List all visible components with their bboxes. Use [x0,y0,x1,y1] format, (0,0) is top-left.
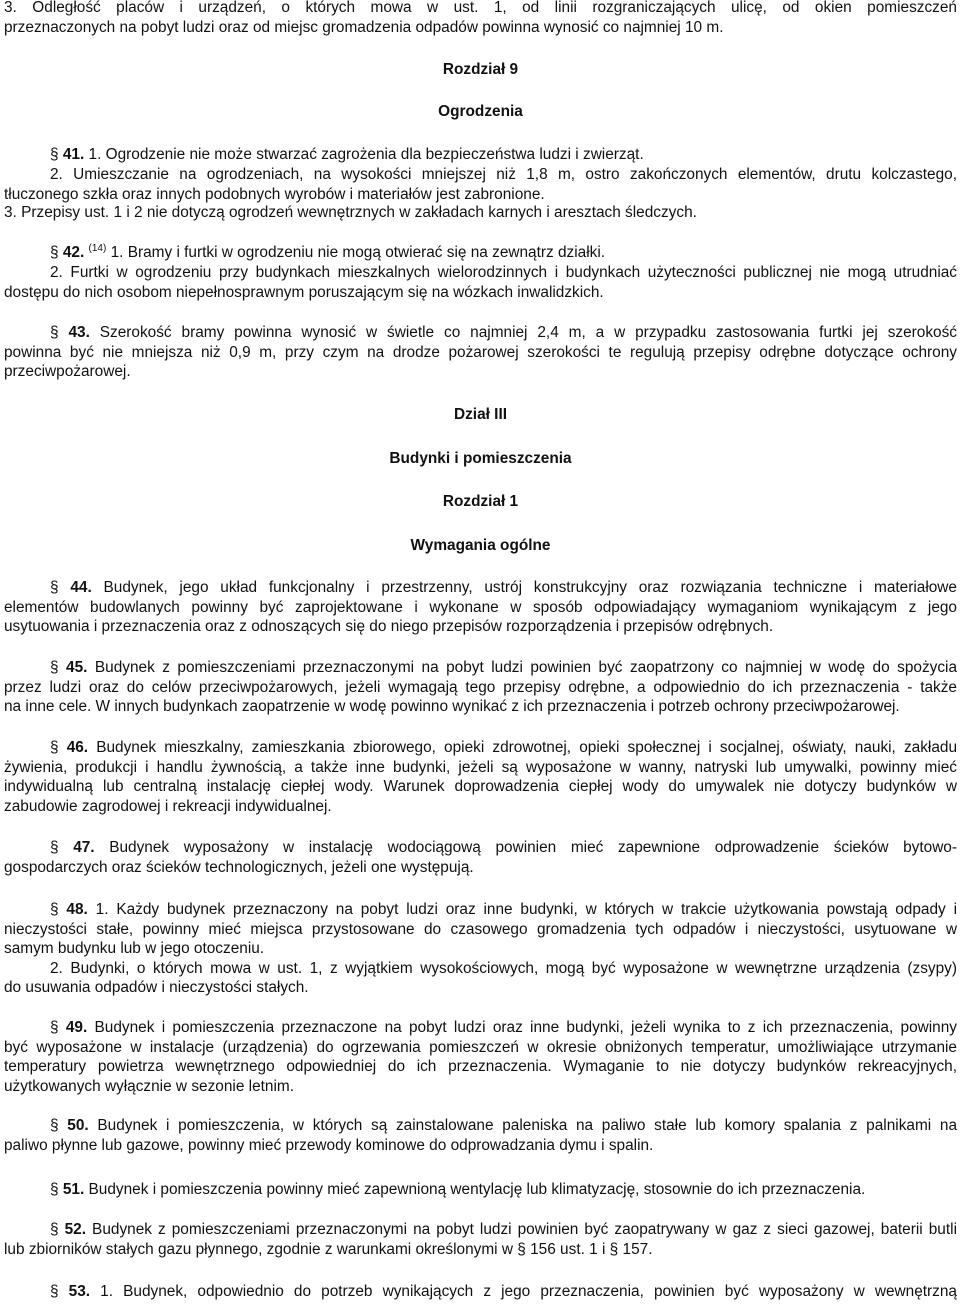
text-line: na inne cele. W innych budynkach zaopatrzenie w wodę powinno wynikać z ich przeznaczenia i potrzeb ochrony przeciwpożarowej. [4,698,900,715]
text-line: paliwo płynne lub gazowe, powinny mieć przewody kominowe do odprowadzania dymu i spalin. [4,1136,654,1154]
text-line [4,738,957,758]
section-sign: § [50,146,59,163]
text-line: dostępu do nich osobom niepełnosprawnym poruszającym się na wózkach inwalidzkich. [4,283,604,301]
section-sign: § [50,324,59,341]
section-sign: § [50,244,59,261]
section-number: 42. [62,244,85,261]
section-sign: § [50,739,59,756]
section-53 [4,1282,957,1302]
section-text: Budynek z pomieszczeniami przeznaczonymi na pobyt ludzi powinien być zaopatrzony co najmniej w wodę do spożycia [87,659,958,676]
section-text: 1. Bramy i furtki w ogrodzeniu nie mogą otwierać się na zewnątrz działki. [106,244,606,261]
text-line [4,243,957,263]
text-line: gospodarczych oraz ścieków technologicznych, jeżeli one występują. [4,858,474,876]
section-45 [4,658,957,717]
text-line: tłuczonego szkła oraz innych podobnych wyrobów i materiałów jest zabronione. [4,185,545,203]
section-sign: § [50,1019,59,1036]
text-line [4,658,957,678]
text-line [4,1282,957,1302]
section-47 [4,838,957,877]
section-number: 49. [65,1019,88,1036]
text-line: powinna być nie mniejsza niż 0,9 m, przy czym na drodze pożarowej szerokości te regulują przepisy odrębne dotyczące ochrony [4,343,957,361]
text-line: być wyposażone w instalacje (urządzenia) do ogrzewania pomieszczeń w okresie obniżonych temperatur, umożliwiające utrzymanie [4,1038,957,1056]
section-number: 41. [62,146,85,163]
section-sign: § [50,901,59,918]
division-heading: Dział III [453,406,508,423]
text-line: przeznaczonych na pobyt ludzi oraz od miejsc gromadzenia odpadów powinna wynosić co najmniej 10 m. [4,18,724,36]
section-48 [4,900,957,998]
chapter-title: Wymagania ogólne [410,537,551,554]
section-number: 51. [62,1181,85,1198]
paragraph-distance [4,0,957,37]
section-49 [4,1018,957,1096]
section-number: 46. [66,739,89,756]
text-line: lub zbiorników stałych gazu płynnego, zgodnie z warunkami określonymi w § 156 ust. 1 i § 157. [4,1240,653,1258]
text-line: zabudowie zagrodowej i rekreacji indywidualnej. [4,797,332,815]
text-line [4,145,957,165]
section-sign: § [50,579,59,596]
section-41-par-2 [4,165,957,204]
section-sign: § [50,1117,59,1134]
text-line: usytuowania i przeznaczenia oraz z odnoszących się do niego przepisów rozporządzenia i przepisów odrębnych. [4,618,774,635]
section-sign: § [50,839,59,856]
text-line [4,1180,957,1200]
text-line: 2. Umieszczanie na ogrodzeniach, na wysokości mniejszej niż 1,8 m, ostro zakończonych elementów, drutu kolczastego, [50,166,957,183]
text-line: indywidualną lub centralną instalację ciepłej wody. Warunek doprowadzenia ciepłej wody do umywalek nie dotyczy budynków w [4,778,957,795]
division-title: Budynki i pomieszczenia [389,450,572,467]
section-number: 50. [67,1117,89,1134]
section-51 [4,1180,957,1200]
section-sign: § [50,659,59,676]
section-sign: § [50,1181,59,1198]
text-line: nieczystości stałe, powinny mieć miejsca przystosowane do czasowego gromadzenia tych odpadów i nieczystości, usytuowane w [4,920,957,938]
text-line: 3. Odległość placów i urządzeń, o których mowa w ust. 1, od linii rozgraniczających ulicę, od okien pomieszczeń [4,0,957,16]
text-line [4,578,957,598]
section-number: 53. [68,1283,91,1300]
section-41 [4,145,957,165]
text-line: 3. Przepisy ust. 1 i 2 nie dotyczą ogrodzeń wewnętrznych w zakładach karnych i aresztach śledczych. [4,204,697,221]
section-42-par-2 [4,263,957,302]
text-line: przez ludzi oraz do celów przeciwpożarowych, jeżeli wymagają tego przepisy odrębne, a odpowiednio do ich przeznaczenia - także [4,678,957,696]
section-text: Budynek wyposażony w instalację wodociągową powinien mieć zapewnione odprowadzenie ścieków bytowo- [94,839,957,856]
footnote-ref: (14) [88,243,107,254]
text-line [4,323,957,343]
text-line: samym budynku lub w jego otoczeniu. [4,940,265,957]
text-line: żywienia, produkcji i handlu żywnością, a także inne budynki, jeżeli są wyposażone w wanny, natryski lub umywalki, powinny mieć [4,758,957,776]
section-number: 52. [64,1221,87,1238]
text-line: 2. Furtki w ogrodzeniu przy budynkach mieszkalnych wielorodzinnych i budynkach użyteczności publicznej nie mogą utrudniać [50,264,957,281]
text-line [4,900,957,920]
text-line [4,838,957,858]
text-line: 2. Budynki, o których mowa w ust. 1, z wyjątkiem wysokościowych, mogą być wyposażone w wewnętrzne urządzenia (zsypy) [50,959,957,977]
text-line: do usuwania odpadów i nieczystości stałych. [4,979,309,996]
section-text: Budynek i pomieszczenia powinny mieć zapewnioną wentylację lub klimatyzację, stosownie do ich przeznaczenia. [84,1181,866,1198]
section-52 [4,1220,957,1259]
section-text: Szerokość bramy powinna wynosić w świetle co najmniej 2,4 m, a w przypadku zastosowania furtki jej szerokość [89,324,958,341]
text-line: elementów budowlanych powinny być zaprojektowane i wykonane w sposób odpowiadający wymaganiom wynikającym z jego [4,598,957,616]
section-sign: § [50,1221,59,1238]
section-41-par-3 [4,203,957,223]
chapter-heading: Rozdział 9 [442,61,519,78]
section-number: 45. [66,659,88,676]
section-number: 48. [66,901,88,918]
text-line [4,1220,957,1240]
section-number: 43. [68,324,90,341]
section-text: Budynek i pomieszczenia, w których są zainstalowane paleniska na paliwo stałe lub komory spalania z palnikami na [88,1117,958,1134]
chapter-title: Ogrodzenia [438,103,523,120]
section-46 [4,738,957,816]
text-line [4,1018,957,1038]
section-44 [4,578,957,637]
section-42 [4,243,957,263]
text-line: przeciwpożarowej. [4,363,131,380]
section-text: 1. Budynek, odpowiednio do potrzeb wynikających z jego przeznaczenia, powinien być wyposażony w wewnętrzną [90,1283,957,1300]
section-50 [4,1116,957,1155]
section-text: Budynek, jego układ funkcjonalny i przestrzenny, ustrój konstrukcyjny oraz rozwiązania techniczne i materiałowe [91,579,957,596]
section-text: 1. Ogrodzenie nie może stwarzać zagrożenia dla bezpieczeństwa ludzi i zwierząt. [84,146,644,163]
section-number: 44. [70,579,92,596]
section-text: Budynek i pomieszczenia przeznaczone na pobyt ludzi oraz inne budynki, jeżeli wynika to z ich przeznaczenia, powinny [87,1019,957,1036]
text-line: temperatury powietrza wewnętrznego odpowiedniej do ich przeznaczenia. Wymaganie to nie dotyczy budynków rekreacyjnych, [4,1058,957,1075]
chapter-heading: Rozdział 1 [442,493,519,510]
section-text: Budynek z pomieszczeniami przeznaczonymi na pobyt ludzi powinien być zaopatrywany w gaz z sieci gazowej, baterii butli [86,1221,957,1238]
section-text: Budynek mieszkalny, zamieszkania zbiorowego, opieki zdrowotnej, opieki społecznej i socjalnej, oświaty, nauki, zakładu [88,739,957,756]
text-line [4,1116,957,1136]
section-43 [4,323,957,382]
section-number: 47. [73,839,95,856]
section-sign: § [50,1283,59,1300]
section-text: 1. Każdy budynek przeznaczony na pobyt ludzi oraz inne budynki, w których w trakcie użytkowania powstają odpady i [87,901,957,918]
text-line: użytkowanych wyłącznie w sezonie letnim. [4,1077,294,1095]
